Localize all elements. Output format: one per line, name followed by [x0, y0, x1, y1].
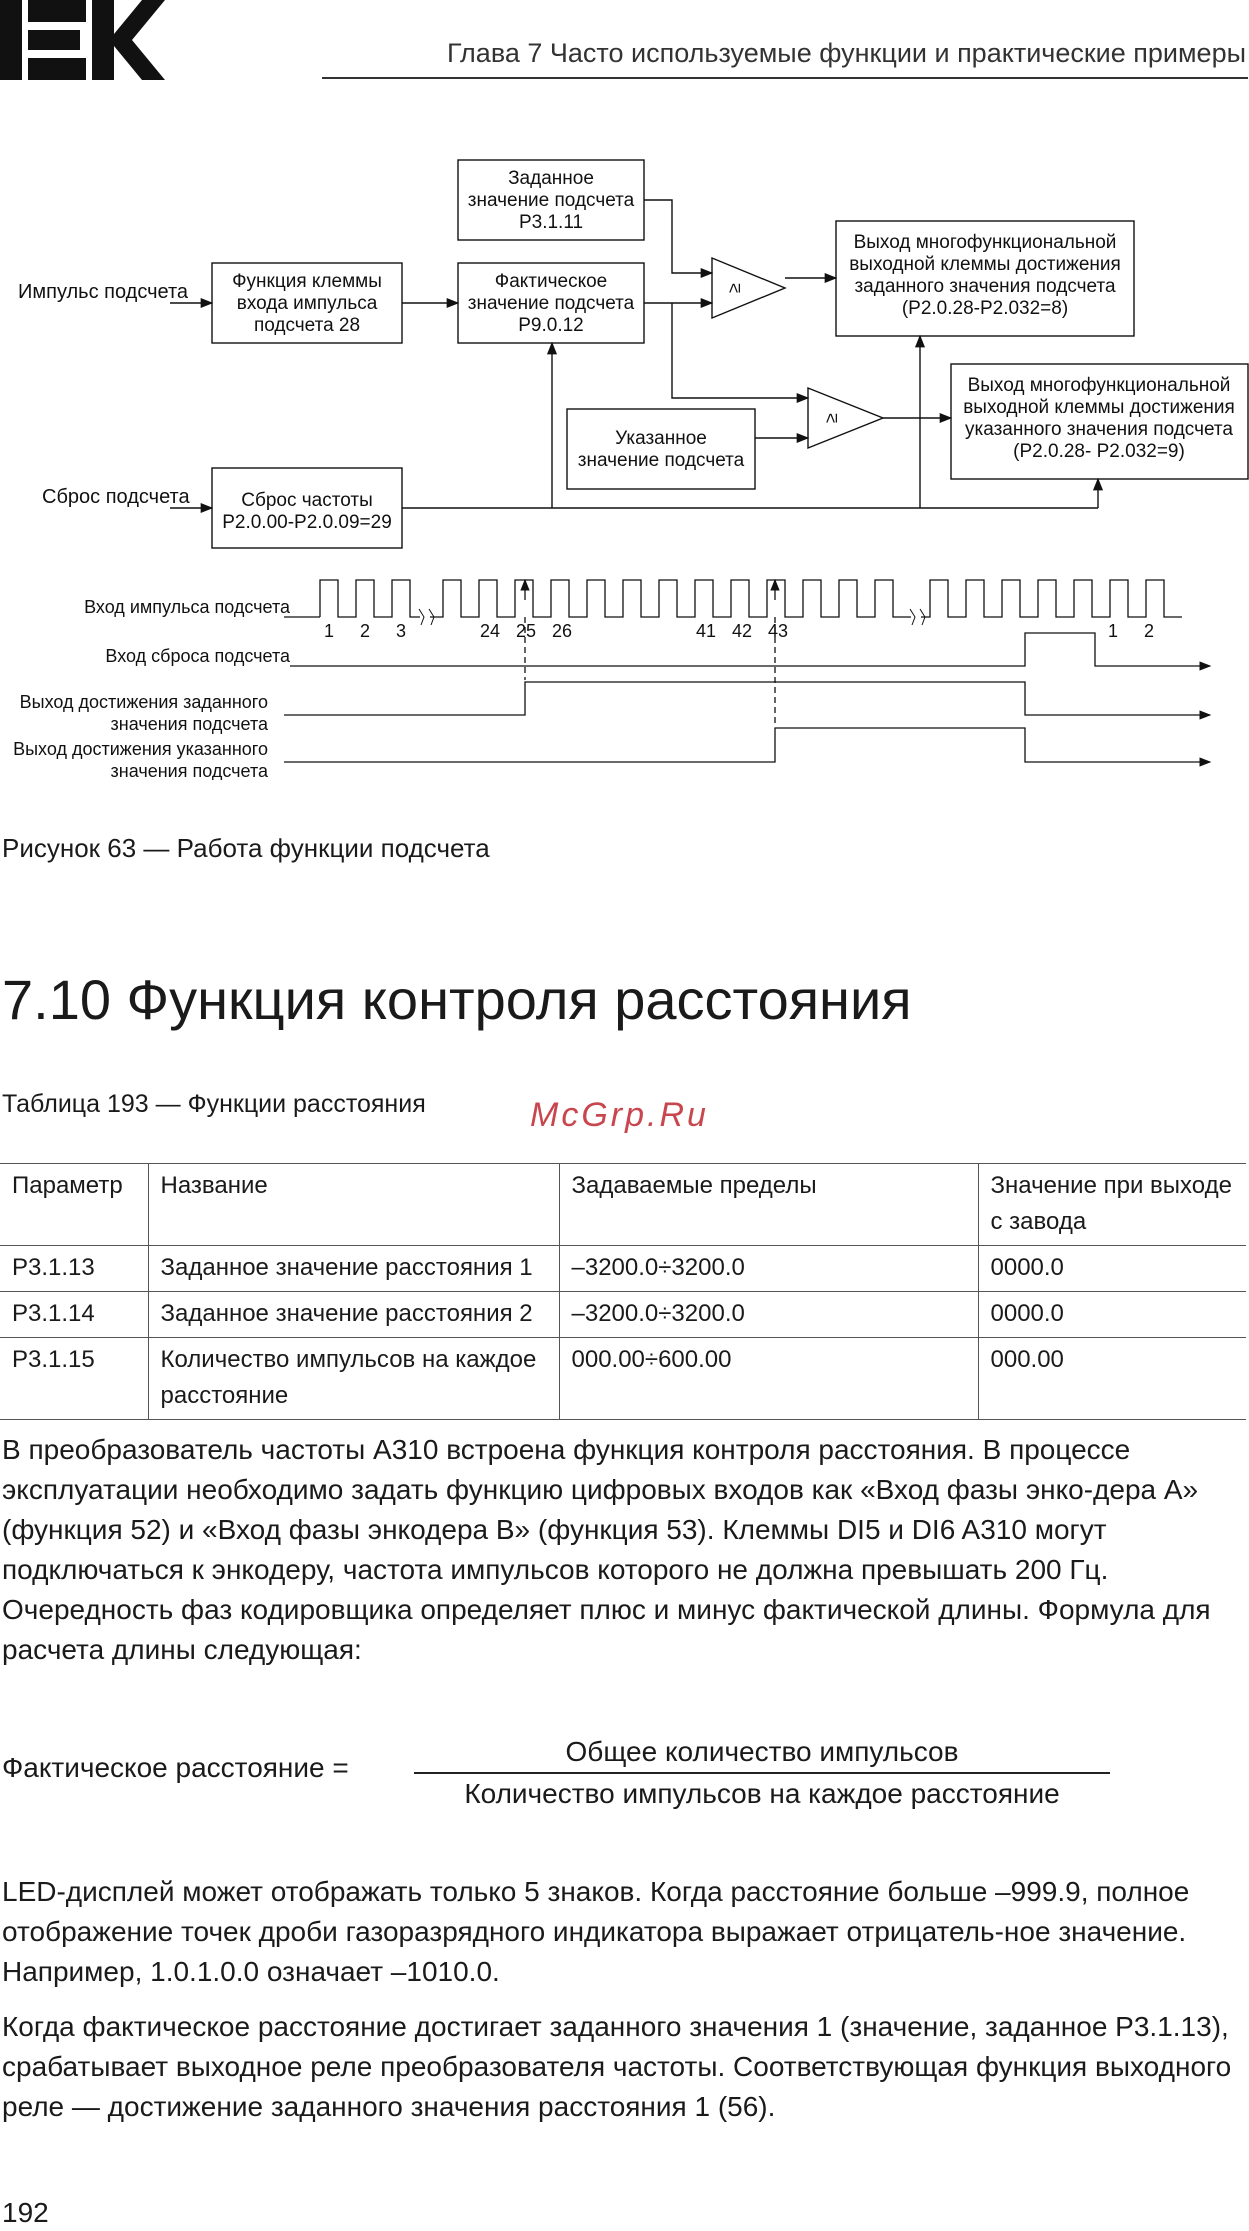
terminal-func-line-3: подсчета 28	[253, 315, 361, 336]
iek-logo	[0, 0, 165, 80]
comparator-1	[712, 258, 785, 318]
pulse-num: 42	[731, 621, 753, 641]
counting-function-diagram	[0, 150, 1249, 780]
section-title: 7.10 Функция контроля расстояния	[2, 968, 912, 1031]
output-specified-line-4: (P2.0.28- P2.032=9)	[1013, 441, 1185, 462]
body-paragraph: В преобразователь частоты A310 встроена функция контроля расстояния. В процессе эксплуатации необходимо задать функцию цифровых входов как «Вход фазы энко-дера A» (функция 52) и «Вход фазы энкодера B» (функция 53). Клеммы DI5 и DI6 A310 могут подключаться к энкодеру, частота импульсов которого не должна превышать 200 Гц. Очередность фаз кодировщика определяет плюс и минус фактической длины. Формула для расчета длины следующая:	[2, 1434, 1211, 1665]
pulse-num: 1	[323, 621, 335, 641]
table-cell: 0000.0	[978, 1246, 1246, 1292]
table-cell: Количество импульсов на каждое расстояние	[148, 1338, 559, 1420]
specified-value-line-2: значение подсчета	[577, 450, 745, 471]
timing-label-pulse: Вход импульса подсчета	[84, 597, 290, 617]
timing-label-reset: Вход сброса подсчета	[105, 646, 290, 666]
output-set-line-1: Выход многофункциональной	[853, 232, 1117, 253]
table-cell: Заданное значение расстояния 1	[148, 1246, 559, 1292]
pulse-input-label: Импульс подсчета	[18, 281, 189, 303]
output-set-line-3: заданного значения подсчета	[854, 276, 1116, 297]
distance-formula	[2, 1730, 1248, 1830]
timing-label-set-2: значения подсчета	[110, 714, 268, 734]
table-cell: 000.00÷600.00	[559, 1338, 978, 1420]
chapter-title: Глава 7 Часто используемые функции и практические примеры	[446, 38, 1246, 68]
pulse-num: 25	[515, 621, 537, 641]
table-cell: P3.1.13	[12, 1254, 95, 1281]
formula-numerator: Общее количество импульсов	[565, 1736, 959, 1767]
terminal-func-line-2: входа импульса	[236, 293, 378, 314]
page-number: 192	[2, 2197, 49, 2228]
column-header-range: Задаваемые пределы	[559, 1164, 978, 1246]
table-row	[0, 1246, 1246, 1292]
table-row	[0, 1292, 1246, 1338]
pulse-num: 26	[551, 621, 573, 641]
formula-denominator: Количество импульсов на каждое расстояние	[464, 1778, 1060, 1809]
formula-label: Фактическое расстояние =	[2, 1752, 349, 1783]
table-cell: Заданное значение расстояния 2	[148, 1292, 559, 1338]
table-row	[0, 1338, 1246, 1420]
output-specified-line-2: выходной клеммы достижения	[963, 397, 1235, 418]
reset-freq-line-2: P2.0.00-P2.0.09=29	[222, 512, 392, 533]
fraction-bar	[414, 1772, 1110, 1774]
table-caption: Таблица 193 — Функции расстояния	[2, 1090, 426, 1118]
figure-caption: Рисунок 63 — Работа функции подсчета	[2, 833, 490, 863]
table-cell: P3.1.14	[12, 1300, 95, 1327]
pulse-num: 41	[695, 621, 717, 641]
pulse-num: 2	[359, 621, 371, 641]
actual-value-line-2: значение подсчета	[467, 293, 635, 314]
comparator-2	[808, 388, 883, 448]
header-divider	[322, 77, 1248, 79]
body-paragraph: LED-дисплей может отображать только 5 знаков. Когда расстояние больше –999.9, полное отображение точек дроби газоразрядного индикатора выражает отрицатель-ное значение. Например, 1.0.1.0.0 означает –1010.0.	[2, 1876, 1190, 1987]
set-value-line-1: Заданное	[508, 168, 594, 189]
output-set-line-2: выходной клеммы достижения	[849, 254, 1121, 275]
comparator-2-symbol: ≥	[821, 413, 841, 423]
terminal-func-line-1: Функция клеммы	[232, 271, 382, 292]
block-specified-value	[567, 409, 755, 489]
column-header-default: Значение при выходе с завода	[978, 1164, 1246, 1246]
pulse-num: 2	[1143, 621, 1155, 641]
actual-value-line-1: Фактическое	[494, 271, 608, 292]
timing-label-specified-2: значения подсчета	[110, 761, 268, 780]
table-cell: P3.1.15	[12, 1346, 95, 1373]
set-value-line-3: P3.1.11	[518, 212, 584, 233]
table-cell: –3200.0÷3200.0	[559, 1292, 978, 1338]
table-header-row	[0, 1164, 1246, 1246]
output-specified-line-1: Выход многофункциональной	[967, 375, 1231, 396]
table-cell: 0000.0	[978, 1292, 1246, 1338]
set-value-line-2: значение подсчета	[467, 190, 635, 211]
reset-freq-line-1: Сброс частоты	[241, 490, 373, 511]
pulse-num: 1	[1107, 621, 1119, 641]
timing-label-set-1: Выход достижения заданного	[19, 692, 268, 712]
column-header-parameter: Параметр	[12, 1172, 123, 1199]
column-header-name: Название	[148, 1164, 559, 1246]
output-specified-line-3: указанного значения подсчета	[965, 419, 1233, 440]
timing-label-specified-1: Выход достижения указанного	[13, 739, 268, 759]
table-cell: 000.00	[978, 1338, 1246, 1420]
distance-functions-table	[0, 1163, 1246, 1420]
pulse-num: 43	[767, 621, 789, 641]
actual-value-line-3: P9.0.12	[518, 315, 584, 336]
specified-value-line-1: Указанное	[615, 428, 707, 449]
watermark: McGrp.Ru	[530, 1096, 709, 1134]
reset-input-label: Сброс подсчета	[42, 486, 190, 508]
pulse-num: 3	[395, 621, 407, 641]
body-paragraph: Когда фактическое расстояние достигает заданного значения 1 (значение, заданное P3.1.13), срабатывает выходное реле преобразователя частоты. Соответствующая функция выходного реле — достижение заданного значения расстояния 1 (56).	[2, 2011, 1232, 2122]
pulse-num: 24	[479, 621, 501, 641]
comparator-1-symbol: ≥	[724, 283, 744, 293]
output-set-line-4: (P2.0.28-P2.032=8)	[901, 298, 1069, 319]
table-cell: –3200.0÷3200.0	[559, 1246, 978, 1292]
